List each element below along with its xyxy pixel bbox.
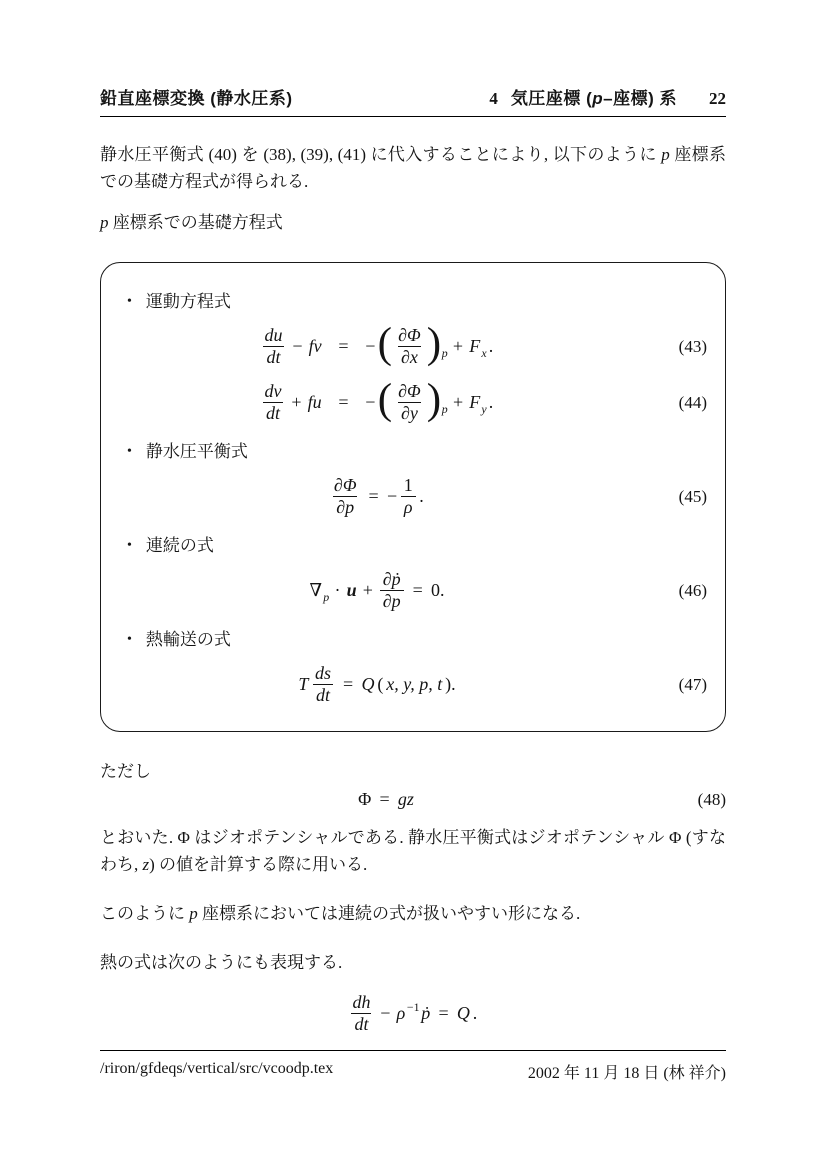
footer-rule bbox=[100, 1050, 726, 1051]
math-roman: − bbox=[365, 336, 376, 356]
bullet-label: 連続の式 bbox=[145, 536, 214, 555]
math-italic: gz bbox=[397, 789, 414, 809]
math-roman: ( bbox=[377, 674, 384, 694]
fraction bbox=[312, 663, 334, 706]
math-italic: fu bbox=[307, 392, 322, 412]
date-author: 2002 年 11 月 18 日 (林 祥介) bbox=[527, 1065, 726, 1082]
footer-row bbox=[100, 1060, 726, 1083]
equation-48 bbox=[100, 789, 672, 810]
page-footer bbox=[100, 1050, 726, 1083]
section-title bbox=[511, 84, 677, 109]
equation-number: (46) bbox=[678, 580, 707, 600]
fraction bbox=[262, 381, 285, 424]
tadashi-label: ただし bbox=[100, 762, 151, 781]
math-italic: x, y, p, t bbox=[386, 674, 443, 694]
numerator: ∂Φ bbox=[398, 325, 421, 345]
operator: + bbox=[452, 336, 464, 356]
subheading bbox=[100, 209, 726, 236]
math-roman: Φ bbox=[358, 789, 372, 809]
math-roman: . bbox=[488, 336, 494, 356]
subscript: p bbox=[441, 346, 448, 361]
math-variable: z bbox=[142, 855, 150, 874]
conv-paragraph bbox=[100, 900, 726, 927]
relation: = bbox=[338, 392, 349, 412]
equation-box bbox=[100, 262, 726, 732]
numerator: dv bbox=[264, 381, 282, 401]
denominator: ∂x bbox=[398, 346, 421, 368]
numerator: 1 bbox=[403, 475, 413, 495]
text-run: 座標系においては連続の式が扱いやすい形になる. bbox=[197, 904, 581, 923]
heat-intro-paragraph: 熱の式は次のようにも表現する. bbox=[100, 953, 343, 972]
text-run: 静水圧平衡式 (40) を (38), (39), (41) に代入することにより, 以下のように bbox=[100, 145, 662, 164]
equation bbox=[101, 320, 653, 368]
running-title-right bbox=[489, 84, 726, 109]
operator: − bbox=[292, 336, 303, 356]
math-italic: T bbox=[298, 674, 309, 694]
fraction bbox=[331, 475, 360, 518]
equation-number: (48) bbox=[697, 789, 726, 809]
numerator: ∂Φ bbox=[398, 381, 421, 401]
math-italic: Q bbox=[456, 1003, 470, 1023]
relation: = bbox=[412, 580, 423, 600]
denominator: dt bbox=[313, 684, 333, 706]
text-run: とおいた. Φ はジオポテンシャルである. 静水圧平衡式はジオポテンシャル Φ (すなわち, bbox=[100, 828, 726, 874]
equation-row bbox=[101, 376, 707, 424]
text-run: このように bbox=[100, 904, 190, 923]
denominator: dt bbox=[263, 346, 283, 368]
math-roman: . bbox=[472, 1003, 478, 1023]
big-delimiter: ( bbox=[377, 376, 393, 424]
equation bbox=[101, 569, 653, 612]
math-roman: . bbox=[488, 392, 494, 412]
text-run: 気圧座標 ( bbox=[510, 89, 593, 108]
bullet-label: 静水圧平衡式 bbox=[145, 442, 248, 461]
math-roman: ∇ bbox=[309, 580, 323, 600]
bullet-item bbox=[127, 437, 707, 462]
equation-row bbox=[101, 320, 707, 368]
denominator: dt bbox=[351, 1013, 371, 1035]
denominator: ∂p bbox=[333, 496, 357, 518]
denominator: dt bbox=[263, 402, 283, 424]
bullet-item bbox=[127, 287, 707, 312]
math-italic: ṗ bbox=[421, 1003, 431, 1023]
text-run: ) の値を計算する際に用いる. bbox=[149, 855, 368, 874]
math-roman: ). bbox=[445, 674, 456, 694]
denominator: ∂y bbox=[398, 402, 421, 424]
text-run: 座標系での基礎方程式 bbox=[108, 213, 283, 232]
fraction bbox=[395, 325, 424, 368]
bullet-label: 熱輸送の式 bbox=[145, 630, 231, 649]
numerator: ∂Φ bbox=[333, 475, 357, 495]
big-delimiter: ) bbox=[426, 376, 442, 424]
bullet-icon: • bbox=[127, 538, 132, 553]
fraction bbox=[395, 381, 424, 424]
math-italic: fv bbox=[308, 336, 322, 356]
math-roman: . bbox=[419, 486, 424, 506]
relation: = bbox=[343, 674, 354, 694]
equation bbox=[101, 376, 653, 424]
subscript: p bbox=[441, 402, 448, 417]
fraction bbox=[380, 569, 404, 612]
equation-row bbox=[101, 569, 707, 612]
section-number: 4 bbox=[489, 89, 498, 108]
equation-row bbox=[101, 663, 707, 706]
math-italic: F bbox=[469, 336, 481, 356]
numerator: dh bbox=[352, 992, 371, 1012]
subscript: y bbox=[481, 402, 487, 417]
page-number: 22 bbox=[709, 89, 726, 108]
equation-number: (44) bbox=[678, 392, 707, 412]
relation: = bbox=[368, 486, 379, 506]
equation bbox=[101, 663, 653, 706]
math-bold-vector: u bbox=[346, 580, 357, 600]
math-italic: Q bbox=[361, 674, 375, 694]
bullet-icon: • bbox=[127, 444, 132, 459]
operator: − bbox=[380, 1003, 391, 1023]
big-delimiter: ) bbox=[426, 320, 442, 368]
subscript: x bbox=[481, 346, 487, 361]
numerator: ds bbox=[315, 663, 332, 683]
equation bbox=[101, 475, 653, 518]
equation-row bbox=[101, 475, 707, 518]
numerator: du bbox=[264, 325, 283, 345]
final-equation-row bbox=[100, 992, 726, 1035]
math-roman: − bbox=[386, 486, 398, 506]
bullet-icon: • bbox=[127, 632, 132, 647]
running-title-left: 鉛直座標変換 (静水圧系) bbox=[100, 89, 293, 108]
page-header bbox=[100, 84, 726, 109]
relation: = bbox=[438, 1003, 449, 1023]
big-delimiter: ( bbox=[377, 320, 393, 368]
math-italic: ρ bbox=[396, 1003, 406, 1023]
math-variable: p bbox=[592, 89, 604, 108]
denominator: ρ bbox=[401, 496, 416, 518]
superscript: −1 bbox=[406, 1000, 420, 1015]
operator: + bbox=[452, 392, 464, 412]
equation-row-48 bbox=[100, 789, 726, 810]
operator: · bbox=[334, 580, 341, 600]
source-file-path: /riron/gfdeqs/vertical/src/vcoodp.tex bbox=[100, 1060, 334, 1077]
denominator: ∂p bbox=[380, 590, 404, 612]
text-run: –座標) 系 bbox=[603, 89, 677, 108]
math-roman: − bbox=[365, 392, 376, 412]
numerator: ∂ṗ bbox=[382, 569, 401, 589]
intro-paragraph bbox=[100, 141, 726, 195]
equation-number: (45) bbox=[678, 486, 707, 506]
math-italic: F bbox=[469, 392, 481, 412]
after48-paragraph bbox=[100, 824, 726, 878]
bullet-item bbox=[127, 625, 707, 650]
fraction bbox=[401, 475, 416, 518]
relation: = bbox=[338, 336, 349, 356]
operator: + bbox=[362, 580, 373, 600]
math-roman: 0. bbox=[431, 580, 445, 600]
bullet-item bbox=[127, 531, 707, 556]
equation-number: (47) bbox=[678, 674, 707, 694]
math-variable: p bbox=[189, 904, 198, 923]
bullet-label: 運動方程式 bbox=[145, 292, 231, 311]
equation-number: (43) bbox=[678, 336, 707, 356]
text-run: 座標系での基礎方程式が得られる. bbox=[100, 145, 727, 191]
math-variable: p bbox=[100, 213, 109, 232]
fraction bbox=[262, 325, 286, 368]
bullet-icon: • bbox=[127, 294, 132, 309]
relation: = bbox=[379, 789, 390, 809]
final-equation bbox=[100, 992, 726, 1035]
fraction bbox=[349, 992, 373, 1035]
subscript: p bbox=[323, 590, 330, 605]
header-rule bbox=[100, 116, 726, 117]
math-variable: p bbox=[661, 145, 670, 164]
operator: + bbox=[291, 392, 302, 412]
